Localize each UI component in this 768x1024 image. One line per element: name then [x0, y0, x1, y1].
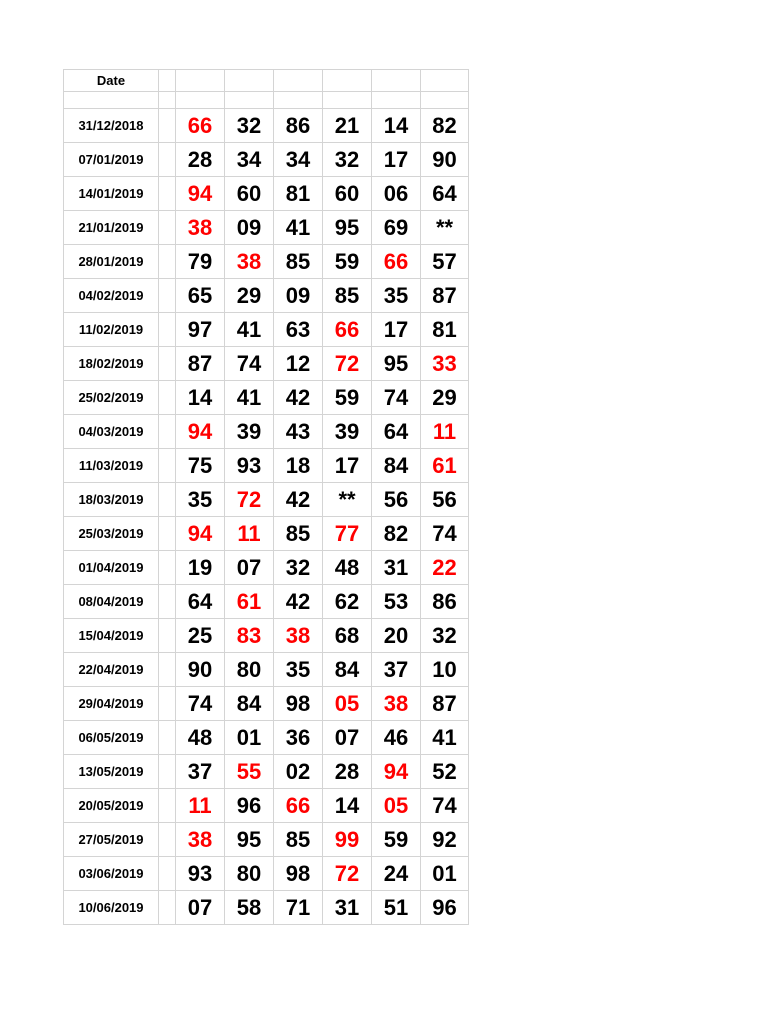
- number-cell: 87: [421, 687, 469, 721]
- number-cell: 07: [176, 891, 225, 925]
- date-cell: 07/01/2019: [64, 143, 159, 177]
- date-column-header: Date: [64, 70, 159, 92]
- number-cell: 20: [372, 619, 421, 653]
- number-cell: 95: [323, 211, 372, 245]
- number-cell: 83: [225, 619, 274, 653]
- date-cell: 01/04/2019: [64, 551, 159, 585]
- number-cell: 74: [421, 789, 469, 823]
- number-cell: 61: [421, 449, 469, 483]
- empty-cell: [159, 143, 176, 177]
- number-cell: 93: [225, 449, 274, 483]
- empty-cell: [159, 483, 176, 517]
- number-cell: 12: [274, 347, 323, 381]
- date-cell: 20/05/2019: [64, 789, 159, 823]
- number-cell: 05: [323, 687, 372, 721]
- number-cell: 09: [225, 211, 274, 245]
- empty-header-cell: [176, 70, 225, 92]
- empty-cell: [64, 92, 159, 109]
- number-cell: 34: [225, 143, 274, 177]
- number-cell: 36: [274, 721, 323, 755]
- table-row: [64, 653, 469, 687]
- number-cell: 96: [421, 891, 469, 925]
- number-cell: 28: [323, 755, 372, 789]
- table-row: [64, 585, 469, 619]
- date-cell: 06/05/2019: [64, 721, 159, 755]
- date-cell: 18/03/2019: [64, 483, 159, 517]
- number-cell: 87: [176, 347, 225, 381]
- date-cell: 28/01/2019: [64, 245, 159, 279]
- number-cell: 48: [323, 551, 372, 585]
- number-cell: 38: [176, 823, 225, 857]
- number-cell: 85: [274, 245, 323, 279]
- number-cell: 46: [372, 721, 421, 755]
- number-cell: 57: [421, 245, 469, 279]
- empty-cell: [159, 721, 176, 755]
- number-cell: 59: [372, 823, 421, 857]
- date-cell: 11/03/2019: [64, 449, 159, 483]
- number-cell: 10: [421, 653, 469, 687]
- number-cell: 85: [274, 517, 323, 551]
- number-cell: 34: [274, 143, 323, 177]
- number-cell: 14: [323, 789, 372, 823]
- number-cell: 87: [421, 279, 469, 313]
- number-cell: 92: [421, 823, 469, 857]
- number-cell: 55: [225, 755, 274, 789]
- empty-cell: [159, 517, 176, 551]
- empty-header-cell: [372, 70, 421, 92]
- empty-cell: [159, 823, 176, 857]
- number-cell: 41: [421, 721, 469, 755]
- number-cell: 39: [323, 415, 372, 449]
- empty-cell: [159, 347, 176, 381]
- number-cell: 95: [372, 347, 421, 381]
- number-cell: 64: [421, 177, 469, 211]
- empty-cell: [159, 279, 176, 313]
- table-row: [64, 143, 469, 177]
- number-cell: 72: [225, 483, 274, 517]
- number-cell: 77: [323, 517, 372, 551]
- number-cell: 24: [372, 857, 421, 891]
- number-cell: 84: [225, 687, 274, 721]
- table-row: [64, 789, 469, 823]
- number-cell: 74: [225, 347, 274, 381]
- number-cell: 75: [176, 449, 225, 483]
- number-cell: 94: [176, 415, 225, 449]
- number-cell: 48: [176, 721, 225, 755]
- empty-header-cell: [323, 70, 372, 92]
- table-row: [64, 347, 469, 381]
- number-cell: 60: [225, 177, 274, 211]
- table-body: [64, 70, 469, 925]
- date-cell: 25/02/2019: [64, 381, 159, 415]
- number-cell: 79: [176, 245, 225, 279]
- date-cell: 11/02/2019: [64, 313, 159, 347]
- table-row: [64, 483, 469, 517]
- number-cell: 21: [323, 109, 372, 143]
- table-row: [64, 245, 469, 279]
- number-cell: 99: [323, 823, 372, 857]
- number-cell: 59: [323, 381, 372, 415]
- date-cell: 15/04/2019: [64, 619, 159, 653]
- date-cell: 04/03/2019: [64, 415, 159, 449]
- number-cell: 84: [323, 653, 372, 687]
- table-row: [64, 313, 469, 347]
- number-cell: 11: [225, 517, 274, 551]
- number-cell: 94: [176, 517, 225, 551]
- date-cell: 18/02/2019: [64, 347, 159, 381]
- date-cell: 29/04/2019: [64, 687, 159, 721]
- table-row: [64, 279, 469, 313]
- empty-cell: [159, 313, 176, 347]
- number-cell: 85: [323, 279, 372, 313]
- empty-header-cell: [159, 70, 176, 92]
- empty-cell: [372, 92, 421, 109]
- empty-cell: [159, 415, 176, 449]
- number-cell: 22: [421, 551, 469, 585]
- number-cell: 72: [323, 347, 372, 381]
- number-cell: 38: [372, 687, 421, 721]
- number-cell: 32: [274, 551, 323, 585]
- number-cell: 39: [225, 415, 274, 449]
- number-cell: 06: [372, 177, 421, 211]
- number-cell: 42: [274, 381, 323, 415]
- date-cell: 21/01/2019: [64, 211, 159, 245]
- number-cell: 98: [274, 857, 323, 891]
- number-cell: 17: [323, 449, 372, 483]
- number-cell: 72: [323, 857, 372, 891]
- number-cell: 66: [372, 245, 421, 279]
- table-row: [64, 449, 469, 483]
- number-cell: 59: [323, 245, 372, 279]
- number-cell: 41: [225, 381, 274, 415]
- number-cell: 17: [372, 313, 421, 347]
- empty-cell: [159, 585, 176, 619]
- number-cell: 14: [176, 381, 225, 415]
- number-cell: 82: [372, 517, 421, 551]
- number-cell: 29: [421, 381, 469, 415]
- number-cell: 69: [372, 211, 421, 245]
- empty-cell: [159, 789, 176, 823]
- number-cell: 35: [372, 279, 421, 313]
- table-row: [64, 517, 469, 551]
- table-row: [64, 721, 469, 755]
- number-cell: 56: [421, 483, 469, 517]
- number-cell: 68: [323, 619, 372, 653]
- spacer-row: [64, 92, 469, 109]
- number-cell: 90: [176, 653, 225, 687]
- number-cell: 32: [421, 619, 469, 653]
- header-row: [64, 70, 469, 92]
- number-cell: 63: [274, 313, 323, 347]
- date-cell: 04/02/2019: [64, 279, 159, 313]
- number-cell: 56: [372, 483, 421, 517]
- table-row: [64, 857, 469, 891]
- number-cell: 93: [176, 857, 225, 891]
- empty-cell: [159, 109, 176, 143]
- number-cell: 05: [372, 789, 421, 823]
- empty-cell: [421, 92, 469, 109]
- number-cell: 09: [274, 279, 323, 313]
- number-cell: 65: [176, 279, 225, 313]
- number-cell: 14: [372, 109, 421, 143]
- date-cell: 08/04/2019: [64, 585, 159, 619]
- number-cell: 81: [421, 313, 469, 347]
- date-cell: 14/01/2019: [64, 177, 159, 211]
- number-cell: 38: [225, 245, 274, 279]
- number-cell: 66: [274, 789, 323, 823]
- number-cell: 60: [323, 177, 372, 211]
- date-cell: 31/12/2018: [64, 109, 159, 143]
- number-cell: **: [421, 211, 469, 245]
- number-cell: 52: [421, 755, 469, 789]
- empty-header-cell: [274, 70, 323, 92]
- number-cell: 74: [176, 687, 225, 721]
- number-cell: 74: [372, 381, 421, 415]
- number-cell: 07: [323, 721, 372, 755]
- table-row: [64, 551, 469, 585]
- number-cell: 86: [421, 585, 469, 619]
- empty-cell: [159, 177, 176, 211]
- table-row: [64, 109, 469, 143]
- empty-header-cell: [421, 70, 469, 92]
- results-table: [63, 69, 469, 925]
- number-cell: 61: [225, 585, 274, 619]
- number-cell: 31: [372, 551, 421, 585]
- number-cell: 25: [176, 619, 225, 653]
- date-cell: 03/06/2019: [64, 857, 159, 891]
- number-cell: 82: [421, 109, 469, 143]
- empty-cell: [159, 857, 176, 891]
- empty-cell: [159, 619, 176, 653]
- number-cell: 95: [225, 823, 274, 857]
- table-row: [64, 381, 469, 415]
- number-cell: 71: [274, 891, 323, 925]
- empty-cell: [323, 92, 372, 109]
- empty-cell: [159, 211, 176, 245]
- number-cell: 38: [274, 619, 323, 653]
- number-cell: 33: [421, 347, 469, 381]
- number-cell: 66: [323, 313, 372, 347]
- table-row: [64, 687, 469, 721]
- number-cell: 41: [274, 211, 323, 245]
- number-cell: 53: [372, 585, 421, 619]
- number-cell: 84: [372, 449, 421, 483]
- empty-cell: [176, 92, 225, 109]
- empty-cell: [225, 92, 274, 109]
- number-cell: 35: [274, 653, 323, 687]
- number-cell: 42: [274, 483, 323, 517]
- number-cell: 96: [225, 789, 274, 823]
- number-cell: 90: [421, 143, 469, 177]
- number-cell: 19: [176, 551, 225, 585]
- number-cell: 07: [225, 551, 274, 585]
- number-cell: 41: [225, 313, 274, 347]
- empty-cell: [159, 381, 176, 415]
- empty-header-cell: [225, 70, 274, 92]
- number-cell: 58: [225, 891, 274, 925]
- number-cell: 86: [274, 109, 323, 143]
- number-cell: 94: [372, 755, 421, 789]
- number-cell: 64: [372, 415, 421, 449]
- number-cell: 38: [176, 211, 225, 245]
- number-cell: 81: [274, 177, 323, 211]
- empty-cell: [159, 653, 176, 687]
- table-row: [64, 177, 469, 211]
- table-row: [64, 823, 469, 857]
- number-cell: 98: [274, 687, 323, 721]
- number-cell: 02: [274, 755, 323, 789]
- empty-cell: [159, 245, 176, 279]
- empty-cell: [159, 687, 176, 721]
- date-cell: 27/05/2019: [64, 823, 159, 857]
- table-row: [64, 415, 469, 449]
- number-cell: 35: [176, 483, 225, 517]
- number-cell: 62: [323, 585, 372, 619]
- date-cell: 13/05/2019: [64, 755, 159, 789]
- table-row: [64, 619, 469, 653]
- empty-cell: [159, 449, 176, 483]
- number-cell: 32: [323, 143, 372, 177]
- number-cell: 11: [176, 789, 225, 823]
- empty-cell: [159, 891, 176, 925]
- number-cell: 11: [421, 415, 469, 449]
- number-cell: 80: [225, 653, 274, 687]
- number-cell: 01: [225, 721, 274, 755]
- number-cell: 97: [176, 313, 225, 347]
- table-row: [64, 211, 469, 245]
- date-cell: 25/03/2019: [64, 517, 159, 551]
- number-cell: 64: [176, 585, 225, 619]
- table-row: [64, 755, 469, 789]
- number-cell: 18: [274, 449, 323, 483]
- number-cell: 28: [176, 143, 225, 177]
- number-cell: 85: [274, 823, 323, 857]
- number-cell: 29: [225, 279, 274, 313]
- number-cell: 43: [274, 415, 323, 449]
- number-cell: 51: [372, 891, 421, 925]
- number-cell: 74: [421, 517, 469, 551]
- number-cell: 42: [274, 585, 323, 619]
- number-cell: 94: [176, 177, 225, 211]
- date-cell: 22/04/2019: [64, 653, 159, 687]
- empty-cell: [159, 92, 176, 109]
- empty-cell: [159, 755, 176, 789]
- number-cell: **: [323, 483, 372, 517]
- number-cell: 80: [225, 857, 274, 891]
- table-row: [64, 891, 469, 925]
- number-cell: 66: [176, 109, 225, 143]
- empty-cell: [274, 92, 323, 109]
- number-cell: 37: [372, 653, 421, 687]
- empty-cell: [159, 551, 176, 585]
- date-cell: 10/06/2019: [64, 891, 159, 925]
- number-cell: 32: [225, 109, 274, 143]
- number-cell: 17: [372, 143, 421, 177]
- number-cell: 31: [323, 891, 372, 925]
- number-cell: 37: [176, 755, 225, 789]
- number-cell: 01: [421, 857, 469, 891]
